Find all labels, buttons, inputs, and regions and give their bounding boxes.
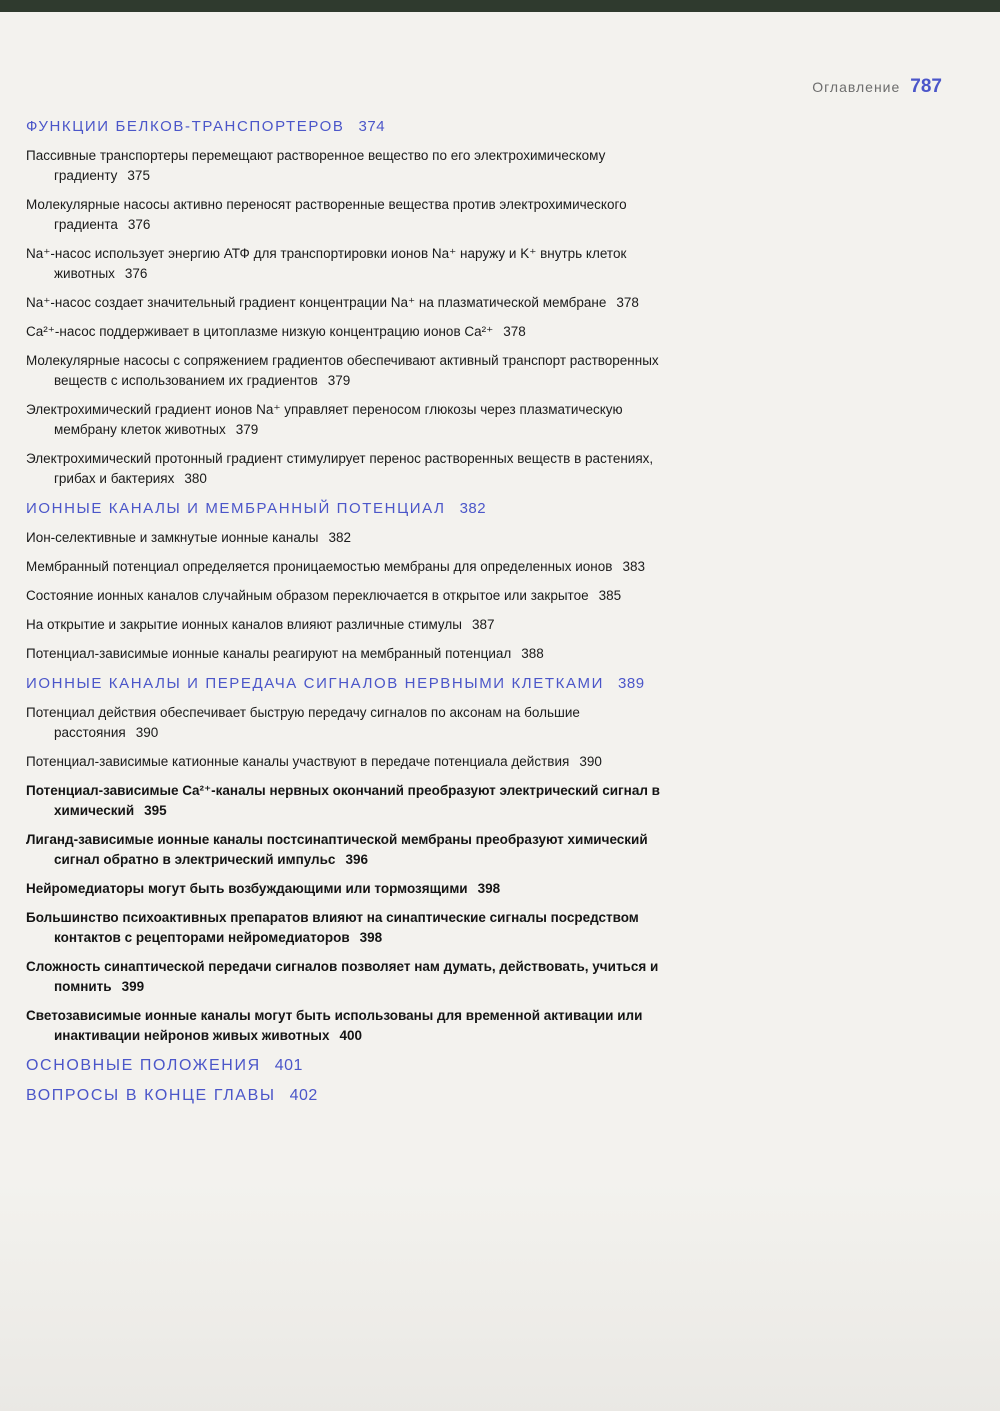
entry-page-number: 376 <box>127 217 151 232</box>
section-title: ФУНКЦИИ БЕЛКОВ-ТРАНСПОРТЕРОВ <box>26 118 345 135</box>
entry-page-number: 395 <box>144 803 167 818</box>
entry-title: Лиганд-зависимые ионные каналы постсинаптической мембраны преобразуют химический сигнал обратно в электрический импульс <box>26 832 648 867</box>
entry-page-number: 382 <box>459 500 487 517</box>
toc-entry <box>26 957 666 997</box>
section-title: ОСНОВНЫЕ ПОЛОЖЕНИЯ <box>26 1057 261 1074</box>
toc-entry <box>26 322 666 342</box>
toc-section-heading <box>26 673 666 694</box>
entry-title: Сложность синаптической передачи сигналов позволяет нам думать, действовать, учиться и помнить <box>26 959 659 994</box>
entry-page-number: 399 <box>121 979 145 994</box>
toc-entry <box>26 781 666 821</box>
entry-page-number: 374 <box>358 118 386 135</box>
toc-entry <box>26 293 666 313</box>
entry-title: Потенциал-зависимые катионные каналы участвуют в передаче потенциала действия <box>26 754 570 769</box>
toc-entry <box>26 644 666 664</box>
toc-entry <box>26 351 666 391</box>
page-top-edge <box>0 0 1000 12</box>
toc-entry <box>26 449 666 489</box>
entry-page-number: 400 <box>339 1028 363 1043</box>
toc-section-heading <box>26 1055 666 1076</box>
entry-title: Ион-селективные и замкнутые ионные каналы <box>26 530 319 545</box>
toc-entry <box>26 586 666 606</box>
toc-entry <box>26 244 666 284</box>
toc-entry <box>26 528 666 548</box>
entry-title: Ca²⁺-насос поддерживает в цитоплазме низкую концентрацию ионов Ca²⁺ <box>26 324 494 339</box>
page-shadow <box>0 1180 1000 1411</box>
toc-entry <box>26 557 666 577</box>
entry-title: Потенциал действия обеспечивает быструю передачу сигналов по аксонам на большие расстояния <box>26 705 580 740</box>
entry-title: Молекулярные насосы с сопряжением градиентов обеспечивают активный транспорт растворенных веществ с использованием их градиентов <box>26 353 659 388</box>
entry-title: Электрохимический протонный градиент стимулирует перенос растворенных веществ в растениях, грибах и бактериях <box>26 451 654 486</box>
entry-page-number: 390 <box>579 754 602 769</box>
entry-title: Na⁺-насос создает значительный градиент концентрации Na⁺ на плазматической мембране <box>26 295 607 310</box>
entry-page-number: 379 <box>327 373 351 388</box>
entry-page-number: 385 <box>598 588 622 603</box>
entry-page-number: 379 <box>235 422 259 437</box>
page-number: 787 <box>910 76 942 97</box>
entry-title: Светозависимые ионные каналы могут быть использованы для временной активации или инактивации нейронов живых животных <box>26 1008 643 1043</box>
entry-title: Потенциал-зависимые Ca²⁺-каналы нервных окончаний преобразуют электрический сигнал в химический <box>26 783 660 818</box>
entry-page-number: 378 <box>616 295 639 310</box>
toc-entry <box>26 908 666 948</box>
entry-page-number: 387 <box>471 617 495 632</box>
entry-page-number: 376 <box>124 266 148 281</box>
section-title: ИОННЫЕ КАНАЛЫ И МЕМБРАННЫЙ ПОТЕНЦИАЛ <box>26 500 446 517</box>
entry-title: Молекулярные насосы активно переносят растворенные вещества против электрохимического градиента <box>26 197 627 232</box>
toc-entry <box>26 879 666 899</box>
toc-entry <box>26 752 666 772</box>
entry-title: Потенциал-зависимые ионные каналы реагируют на мембранный потенциал <box>26 646 512 661</box>
toc-section-heading <box>26 498 666 519</box>
toc-entry <box>26 195 666 235</box>
entry-page-number: 388 <box>521 646 544 661</box>
entry-title: Большинство психоактивных препаратов влияют на синаптические сигналы посредством контактов с рецепторами нейромедиаторов <box>26 910 639 945</box>
entry-title: Состояние ионных каналов случайным образом переключается в открытое или закрытое <box>26 588 589 603</box>
entry-title: Мембранный потенциал определяется проницаемостью мембраны для определенных ионов <box>26 559 613 574</box>
header-title: Оглавление <box>812 79 901 95</box>
entry-title: Нейромедиаторы могут быть возбуждающими или тормозящими <box>26 881 468 896</box>
section-title: ВОПРОСЫ В КОНЦЕ ГЛАВЫ <box>26 1087 276 1104</box>
toc-entry <box>26 830 666 870</box>
toc-entry <box>26 703 666 743</box>
table-of-contents <box>26 116 666 1115</box>
entry-page-number: 390 <box>135 725 159 740</box>
entry-title: На открытие и закрытие ионных каналов влияют различные стимулы <box>26 617 462 632</box>
entry-title: Электрохимический градиент ионов Na⁺ управляет переносом глюкозы через плазматическую мембрану клеток животных <box>26 402 623 437</box>
entry-page-number: 383 <box>622 559 645 574</box>
toc-entry <box>26 400 666 440</box>
toc-entry <box>26 146 666 186</box>
entry-page-number: 402 <box>289 1087 318 1104</box>
entry-page-number: 396 <box>345 852 368 867</box>
toc-section-heading <box>26 1085 666 1106</box>
entry-page-number: 380 <box>184 471 207 486</box>
section-title: ИОННЫЕ КАНАЛЫ И ПЕРЕДАЧА СИГНАЛОВ НЕРВНЫМИ КЛЕТКАМИ <box>26 675 605 692</box>
entry-page-number: 398 <box>359 930 383 945</box>
entry-page-number: 398 <box>477 881 501 896</box>
toc-section-heading <box>26 116 666 137</box>
toc-entry <box>26 1006 666 1046</box>
toc-entry <box>26 615 666 635</box>
entry-page-number: 375 <box>127 168 150 183</box>
entry-title: Na⁺-насос использует энергию АТФ для транспортировки ионов Na⁺ наружу и K⁺ внутрь клеток животных <box>26 246 627 281</box>
entry-page-number: 382 <box>328 530 351 545</box>
entry-title: Пассивные транспортеры перемещают растворенное вещество по его электрохимическому градиенту <box>26 148 606 183</box>
entry-page-number: 389 <box>618 675 645 692</box>
running-header <box>812 76 942 98</box>
entry-page-number: 401 <box>274 1057 303 1074</box>
entry-page-number: 378 <box>503 324 526 339</box>
